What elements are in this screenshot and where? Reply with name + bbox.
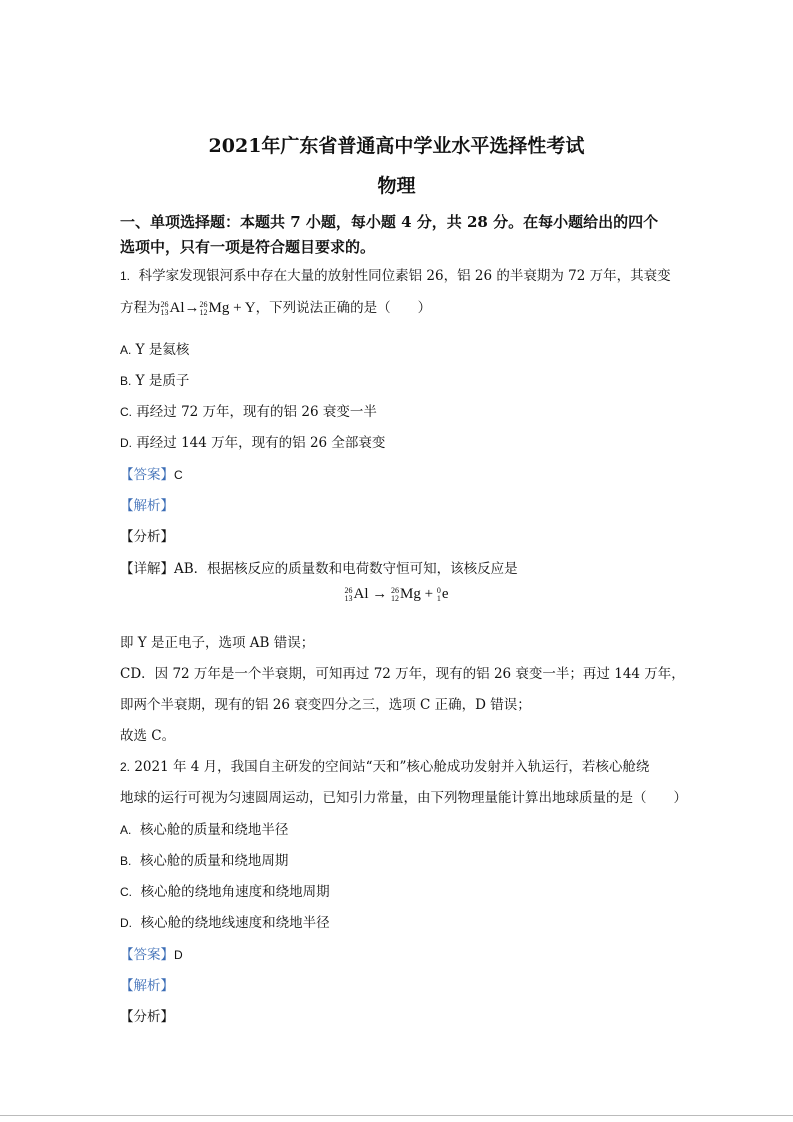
al-mass-number: 26 <box>160 299 169 309</box>
detail-text: AB．根据核反应的质量数和电荷数守恒可知，该核反应是 <box>174 561 518 577</box>
q2-stem-text1: 2021 年 4 月，我国自主研发的空间站“天和”核心舱成功发射并入轨运行，若核心舱绕 <box>134 759 650 775</box>
option-label: B. <box>120 854 132 868</box>
option-text: Y 是质子 <box>135 373 190 389</box>
mg-symbol: Mg <box>400 586 421 602</box>
q2-number: 2. <box>120 760 131 774</box>
section-heading-line1: 一、单项选择题：本题共 7 小题，每小题 4 分，共 28 分。在每小题给出的四个 <box>120 213 659 231</box>
answer-label: 【答案】 <box>120 947 174 963</box>
q2-option-a <box>120 818 288 838</box>
answer-label: 【答案】 <box>120 467 174 483</box>
plus-symbol: + <box>424 586 434 602</box>
option-text: 再经过 144 万年，现有的铝 26 全部衰变 <box>136 435 386 451</box>
detail-label: 【详解】 <box>120 561 174 577</box>
q1-fenxi-label: 【分析】 <box>120 529 174 545</box>
y-symbol: Y <box>244 300 256 316</box>
q2-option-d <box>120 911 330 931</box>
q1-detail-line5: 故选 C。 <box>120 728 176 744</box>
q1-detail-line1 <box>120 557 518 577</box>
q1-decay-equation <box>161 300 256 316</box>
q1-stem-post: ，下列说法正确的是（ ） <box>255 300 432 316</box>
q1-detail-line4: 即两个半衰期，现有的铝 26 衰变四分之三，选项 C 正确，D 错误； <box>120 697 531 713</box>
q1-option-c <box>120 400 377 420</box>
arrow-symbol: → <box>372 586 388 602</box>
q1-stem-line1 <box>120 264 671 284</box>
q1-detail-line3: CD．因 72 万年是一个半衰期，可知再过 72 万年，现有的铝 26 衰变一半；再过 144 万年， <box>120 666 685 682</box>
e-symbol: e <box>441 586 449 602</box>
option-text: 再经过 72 万年，现有的铝 26 衰变一半 <box>136 404 377 420</box>
q1-stem-pre: 方程为 <box>120 300 161 316</box>
q1-option-b <box>120 369 189 389</box>
answer-value: D <box>174 948 183 962</box>
subject-title: 物理 <box>377 175 416 197</box>
option-label: A. <box>120 343 132 357</box>
mg-mass-number: 26 <box>391 585 399 595</box>
mg-atomic-number: 12 <box>391 593 399 603</box>
al-symbol: Al <box>169 300 185 316</box>
option-label: A. <box>120 823 132 837</box>
q2-stem-line1 <box>120 755 649 775</box>
q1-option-a <box>120 338 189 358</box>
al-symbol: Al <box>353 586 369 602</box>
arrow-symbol: → <box>184 300 200 316</box>
al-mass-number: 26 <box>344 585 353 595</box>
option-text: 核心舱的质量和绕地周期 <box>139 853 289 869</box>
q2-analysis-label: 【解析】 <box>120 978 174 994</box>
q1-stem-text1: 科学家发现银河系中存在大量的放射性同位素铝 26，铝 26 的半衰期为 72 万年，其衰变 <box>138 268 671 284</box>
option-label: C. <box>120 405 132 419</box>
q1-full-equation <box>0 586 793 603</box>
mg-mass-number: 26 <box>199 299 208 309</box>
al-atomic-number: 13 <box>344 593 353 603</box>
exam-title: 2021年广东省普通高中学业水平选择性考试 <box>208 135 585 157</box>
q1-option-d <box>120 431 385 451</box>
section-heading-line2: 选项中，只有一项是符合题目要求的。 <box>120 238 376 256</box>
q1-stem-line2 <box>120 296 431 317</box>
q1-number: 1. <box>120 269 131 283</box>
option-text: 核心舱的质量和绕地半径 <box>139 822 289 838</box>
q2-option-c <box>120 880 330 900</box>
q2-answer <box>120 943 183 963</box>
option-label: D. <box>120 916 132 930</box>
option-label: B. <box>120 374 132 388</box>
page-bottom-divider <box>0 1115 793 1116</box>
q2-fenxi-label: 【分析】 <box>120 1009 174 1025</box>
e-mass-number: 0 <box>436 585 441 595</box>
option-label: D. <box>120 436 132 450</box>
option-label: C. <box>120 885 132 899</box>
q1-detail-line2: 即 Y 是正电子，选项 AB 错误； <box>120 635 315 651</box>
q1-analysis-label: 【解析】 <box>120 498 174 514</box>
q1-answer <box>120 463 183 483</box>
e-charge-number: 1 <box>436 593 441 603</box>
mg-symbol: Mg <box>208 300 230 316</box>
option-text: 核心舱的绕地线速度和绕地半径 <box>140 915 330 931</box>
option-text: 核心舱的绕地角速度和绕地周期 <box>140 884 330 900</box>
q2-stem-line2: 地球的运行可视为匀速圆周运动，已知引力常量，由下列物理量能计算出地球质量的是（ ） <box>120 790 687 806</box>
al-atomic-number: 13 <box>160 307 169 317</box>
plus-symbol: + <box>233 300 242 316</box>
answer-value: C <box>174 468 183 482</box>
q2-option-b <box>120 849 288 869</box>
option-text: Y 是氦核 <box>135 342 190 358</box>
mg-atomic-number: 12 <box>199 307 208 317</box>
